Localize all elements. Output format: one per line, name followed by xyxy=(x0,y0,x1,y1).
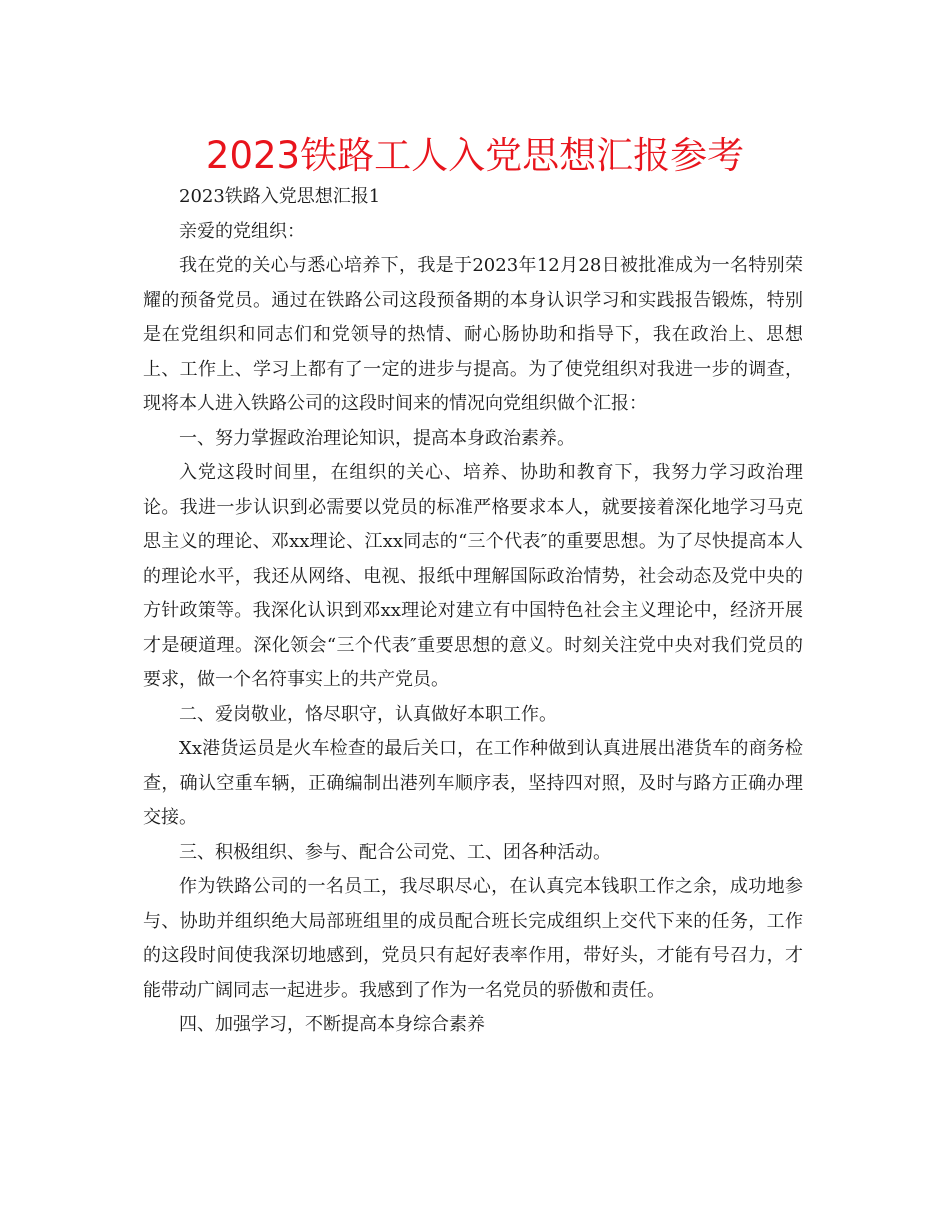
paragraph-section-3: 作为铁路公司的一名员工，我尽职尽心，在认真完本钱职工作之余，成功地参与、协助并组织绝大局部班组里的成员配合班长完成组织上交代下来的任务，工作的这段时间使我深切地感到，党员只有起好表率作用，带好头，才能有号召力，才能带动广阔同志一起进步。我感到了作为一名党员的骄傲和责任。 xyxy=(143,876,803,1001)
section-heading-2: 二、爱岗敬业，恪尽职守，认真做好本职工作。 xyxy=(179,703,557,725)
section-heading-3: 三、积极组织、参与、配合公司党、工、团各种活动。 xyxy=(179,841,611,863)
section-heading-1: 一、努力掌握政治理论知识，提高本身政治素养。 xyxy=(179,427,575,449)
section-heading-4: 四、加强学习，不断提高本身综合素养 xyxy=(179,1014,485,1035)
document-title: 2023铁路工人入党思想汇报参考 xyxy=(205,134,745,177)
paragraph-section-1: 入党这段时间里，在组织的关心、培养、协助和教育下，我努力学习政治理论。我进一步认识到必需要以党员的标准严格要求本人，就要接着深化地学习马克思主义的理论、邓xx理论、江xx同志的“三个代表″的重要思想。为了尽快提高本人的理论水平，我还从网络、电视、报纸中理解国际政治情势，社会动态及党中央的方针政策等。我深化认识到邓xx理论对建立有中国特色社会主义理论中，经济开展才是硬道理。深化领会“三个代表″重要思想的意义。时刻关注党中央对我们党员的要求，做一个名符事实上的共产党员。 xyxy=(143,462,803,690)
paragraph-intro: 我在党的关心与悉心培养下，我是于2023年12月28日被批准成为一名特别荣耀的预备党员。通过在铁路公司这段预备期的本身认识学习和实践报告锻炼，特别是在党组织和同志们和党领导的热情、耐心肠协助和指导下，我在政治上、思想上、工作上、学习上都有了一定的进步与提高。为了使党组织对我进一步的调查，现将本人进入铁路公司的这段时间来的情况向党组织做个汇报： xyxy=(143,255,803,414)
paragraph-section-2: Xx港货运员是火车检查的最后关口，在工作种做到认真进展出港货车的商务检查，确认空重车辆，正确编制出港列车顺序表，坚持四对照，及时与路方正确办理交接。 xyxy=(143,738,803,828)
paragraph-heading: 2023铁路入党思想汇报1 xyxy=(179,186,381,207)
document-body xyxy=(143,180,803,1043)
paragraph-salutation: 亲爱的党组织： xyxy=(179,220,305,242)
